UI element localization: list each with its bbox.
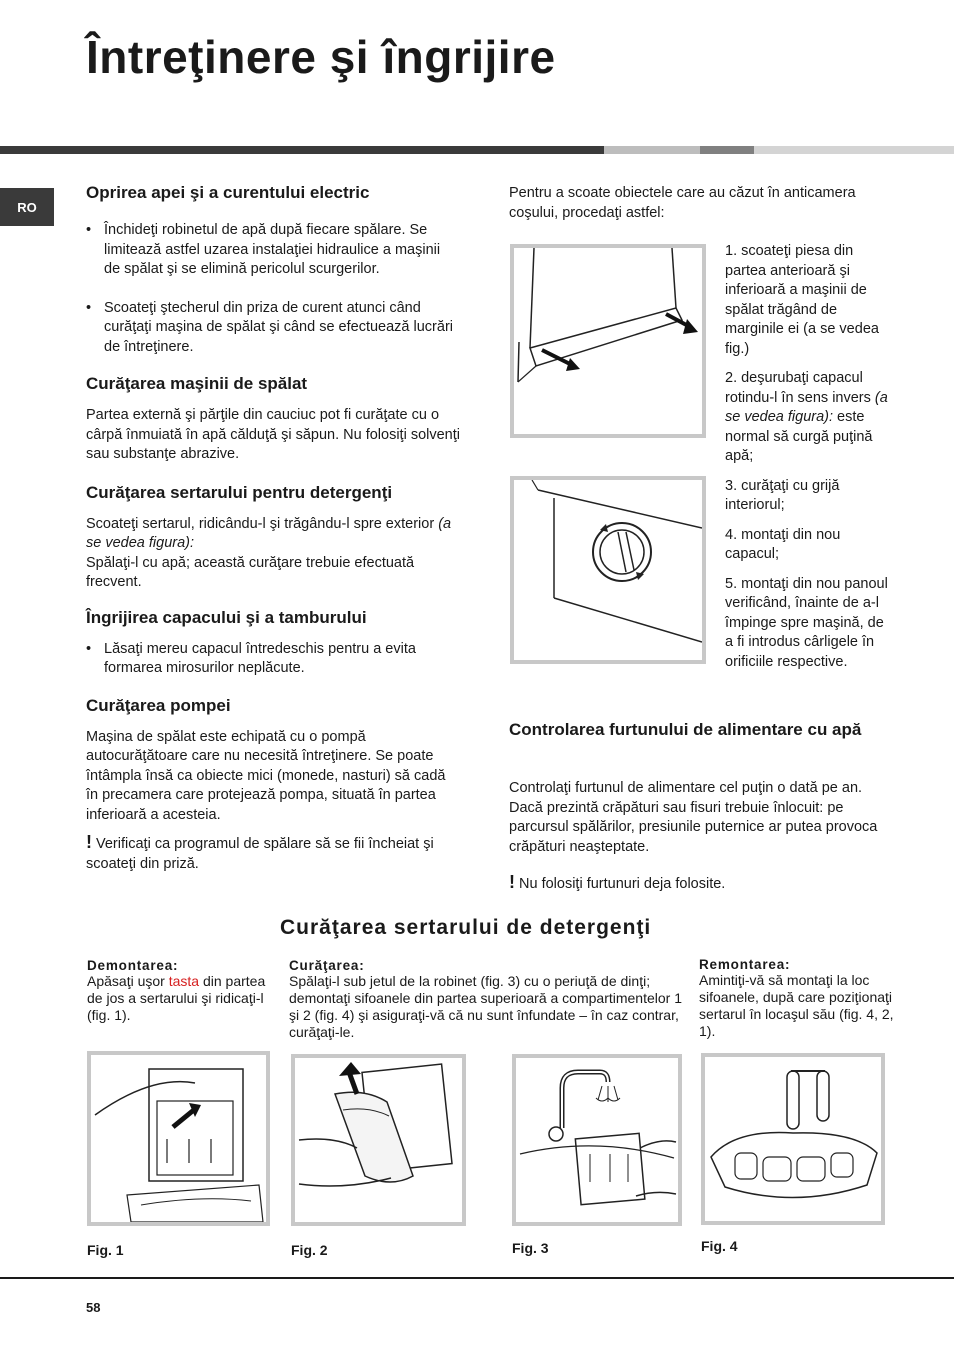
drawer-cleaning-text: Spălaţi-l sub jetul de la robinet (fig. 3) cu o periuţă de dinţi; demontaţi sifoanele din partea superioară a compartimentelor 1 şi 2 (fig. 4) şi asiguraţi-vă că nu sunt înfundate – în caz contrar, curăţaţi-le.	[289, 973, 683, 1040]
pump-text: Maşina de spălat este echipată cu o pompă autocurăţătoare care nu necesită întreţinere. Se poate întâmpla însă ca obiecte mici (monede, nasturi) să cadă în precamera care protejează pompa, situată în partea inferioară a acesteia.	[86, 728, 446, 823]
left-column	[86, 183, 460, 874]
front-panel-illustration	[514, 248, 702, 434]
list-item: • Lăsaţi mereu capacul întredeschis pentru a evita formarea mirosurilor neplăcute.	[86, 640, 460, 679]
drawer-lift-illustration	[91, 1055, 266, 1222]
tap-washing-illustration	[516, 1058, 678, 1222]
machine-cleaning-text: Partea externă şi părţile din cauciuc pot fi curăţate cu o cârpă înmuiată în apă călduţă şi săpun. Nu folosiţi solvenţi sau substanţe abrazive.	[86, 407, 460, 462]
key-highlight: tasta	[168, 973, 200, 989]
drawer-removal-text-a: Apăsaţi uşor	[87, 973, 165, 989]
header-rule-dark	[0, 146, 604, 154]
pump-step-2-text: 2. deşurubaţi capacul rotindu-l în sens invers	[725, 370, 871, 406]
figure-2-caption: Fig. 2	[291, 1242, 328, 1258]
front-panel-figure	[510, 244, 706, 438]
drawer-removal-text-b: din partea de jos a sertarului şi ridicaţi-l (fig. 1).	[87, 973, 266, 1023]
section-title-drawer-cleaning: Curăţarea sertarului de detergenţi	[280, 916, 652, 939]
drawer-refit-text: Amintiţi-vă să montaţi la loc sifoanele, după care poziţionaţi sertarul în locaşul său (fig. 4, 2, 1).	[699, 972, 894, 1039]
list-item: • Închideţi robinetul de apă după fiecare spălare. Se limitează astfel uzarea instalaţiei hidraulice a maşinii de spălat şi se elimină pericolul scurgerilor.	[86, 221, 460, 280]
figure-reference: (a se vedea figura):	[725, 389, 888, 425]
pump-intro-text: Pentru a scoate obiectele care au căzut în anticamera coşului, procedaţi astfel:	[509, 185, 856, 221]
pump-step-3: 3. curăţaţi cu grijă interiorul;	[725, 477, 840, 513]
section-title-hose: Controlarea furtunului de alimentare cu apă	[509, 720, 862, 739]
page-number: 58	[86, 1300, 101, 1315]
drawer-cleaning	[289, 958, 691, 1041]
language-tab: RO	[0, 188, 54, 226]
pump-step-4: 4. montaţi din nou capacul;	[725, 526, 841, 562]
pump-step-2-text-b: este normal să curgă puţină apă;	[725, 409, 873, 464]
drawer-refit	[699, 957, 899, 1040]
section-title-detergent-drawer: Curăţarea sertarului pentru detergenţi	[86, 482, 393, 502]
figure-4-caption: Fig. 4	[701, 1238, 738, 1254]
pump-step-2	[725, 369, 895, 467]
lid-drum-list	[86, 640, 460, 679]
pump-step-5: 5. montaţi din nou panoul verificând, înainte de a-l împinge spre maşină, de a fi introdus cârligele în orificiile respective.	[725, 575, 888, 670]
page-title: Întreţinere şi îngrijire	[86, 31, 556, 83]
hose-warning-text: Nu folosiţi furtunuri deja folosite.	[519, 876, 726, 892]
pump-cap-figure	[510, 476, 706, 664]
figure-reference: (a se vedea figura):	[86, 515, 452, 551]
hose-text: Controlaţi furtunul de alimentare cel puţin o dată pe an. Dacă prezintă crăpături sau fisuri trebuie înlocuit: pe parcursul spălărilor, presiunile puternice ar putea provoca crăpături neaşteptate.	[509, 780, 878, 855]
water-power-list	[86, 221, 460, 357]
drawer-pull-illustration	[295, 1058, 462, 1222]
pump-steps	[725, 242, 895, 682]
pump-step-1: 1. scoateţi piesa din partea anterioară şi inferioară a maşinii de spălat trăgând de marginile ei (a se vedea fig.)	[725, 243, 879, 357]
drawer-refit-title: Remontarea:	[699, 957, 791, 972]
warning-icon: !	[86, 832, 92, 852]
drawer-cleaning-title: Curăţarea:	[289, 958, 365, 973]
detergent-drawer-text	[86, 515, 460, 554]
figure-3	[512, 1054, 682, 1226]
pump-cap-illustration	[514, 480, 702, 660]
figure-3-caption: Fig. 3	[512, 1240, 549, 1256]
drawer-removal	[87, 958, 271, 1024]
pump-warning-text: Verificaţi ca programul de spălare să se fii încheiat şi scoateţi din priză.	[86, 836, 434, 872]
warning-icon: !	[509, 872, 515, 892]
figure-1	[87, 1051, 270, 1226]
pump-warning	[86, 833, 460, 874]
footer-rule	[0, 1277, 954, 1279]
list-item: • Scoateţi ştecherul din priza de curent atunci când curăţaţi maşina de spălat şi când se efectuează lucrări de întreţinere.	[86, 299, 460, 358]
drawer-removal-title: Demontarea:	[87, 958, 179, 973]
section-title-machine-cleaning: Curăţarea maşinii de spălat	[86, 374, 308, 393]
drawer-removal-text	[87, 973, 271, 1024]
figure-4	[701, 1053, 885, 1225]
section-title-pump: Curăţarea pompei	[86, 695, 231, 715]
hose-warning	[509, 873, 889, 895]
detergent-drawer-text-2: Spălaţi-l cu apă; această curăţare trebuie efectuată frecvent.	[86, 554, 415, 590]
siphon-illustration	[705, 1057, 881, 1221]
header-rule-mid	[700, 146, 754, 154]
figure-2	[291, 1054, 466, 1226]
section-title-water-power: Oprirea apei şi a curentului electric	[86, 183, 370, 202]
header-rule-light-end	[754, 146, 954, 154]
figure-1-caption: Fig. 1	[87, 1242, 124, 1258]
detergent-drawer-text-a: Scoateţi sertarul, ridicându-l şi trăgându-l spre exterior	[86, 515, 435, 532]
header-rule-light	[604, 146, 700, 154]
section-title-lid-drum: Îngrijirea capacului şi a tamburului	[86, 607, 367, 627]
